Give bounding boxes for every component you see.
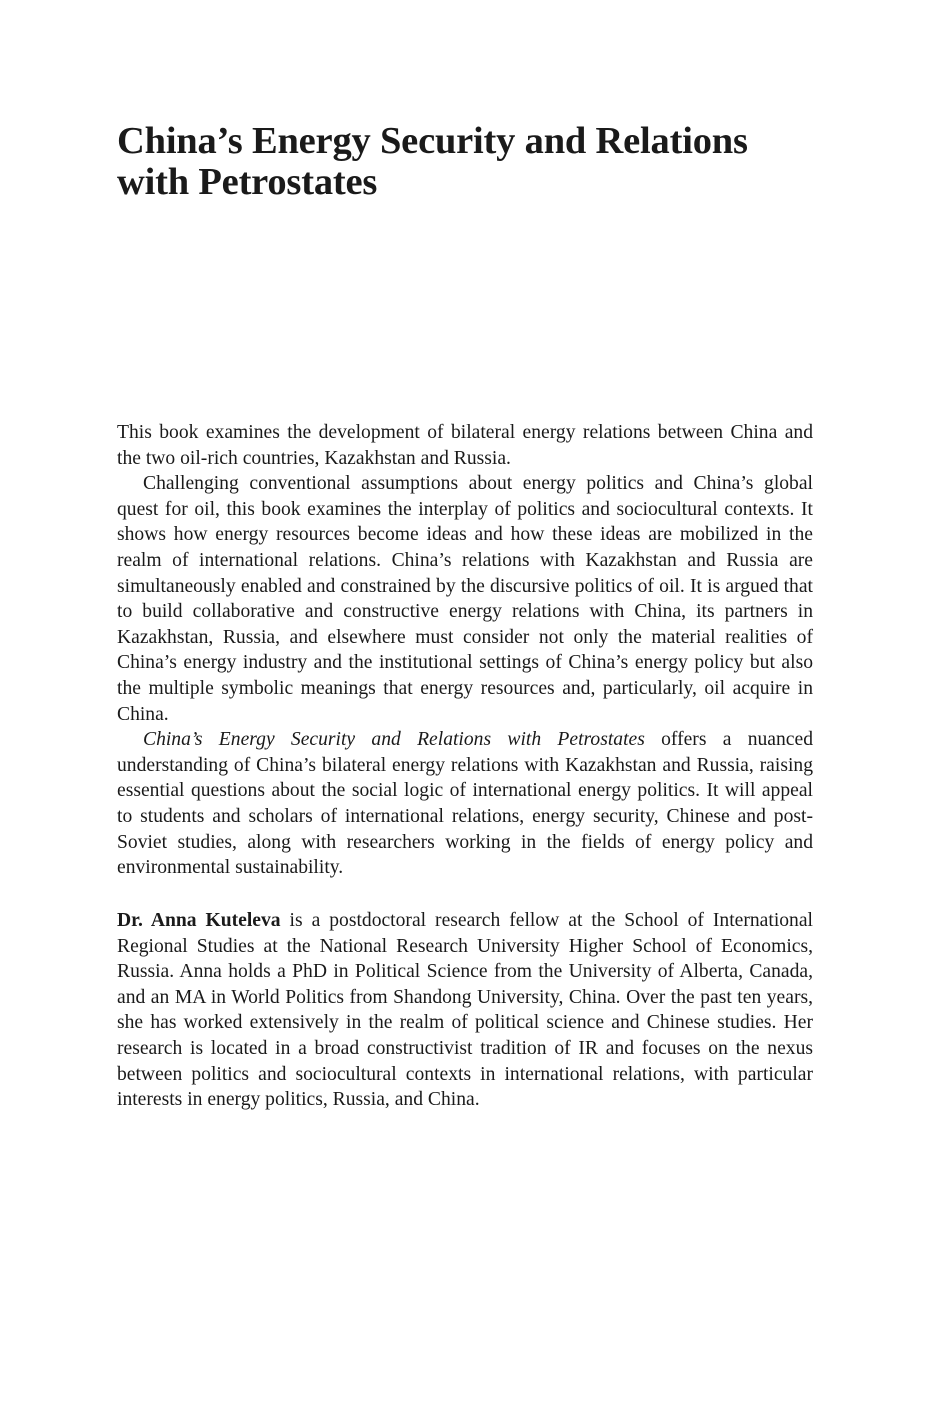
description-paragraph-3-text: offers a nuanced understanding of China’s bilateral energy relations with Kazakhstan and Russia, raising essential questions about the social logic of international energy politics. It will appeal to students and scholars of international relations, energy security, Chinese and post-Soviet studies, along with researchers working in the fields of energy policy and environmental sustainability.	[117, 729, 813, 879]
book-title	[117, 121, 813, 203]
description-book-title-italic: China’s Energy Security and Relations with Petrostates	[143, 729, 645, 751]
author-name: Dr. Anna Kuteleva	[117, 910, 281, 931]
book-title-line-2: with Petrostates	[117, 161, 378, 203]
description-paragraph-2: Challenging conventional assumptions about energy politics and China’s global quest for oil, this book examines the interplay of politics and sociocultural contexts. It shows how energy resources become ideas and how these ideas are mobilized in the realm of international relations. China’s relations with Kazakhstan and Russia are simultaneously enabled and constrained by the discursive politics of oil. It is argued that to build collaborative and constructive energy relations with China, its partners in Kazakhstan, Russia, and elsewhere must consider not only the material realities of China’s energy industry and the institutional settings of China’s energy policy but also the multiple symbolic meanings that energy resources and, particularly, oil acquire in China.	[117, 473, 813, 725]
book-description	[117, 420, 813, 881]
book-title-line-1: China’s Energy Security and Relations	[117, 120, 748, 162]
description-paragraph-3	[117, 727, 813, 881]
author-bio	[117, 908, 813, 1113]
author-bio-text: is a postdoctoral research fellow at the School of International Regional Studies at the National Research University Higher School of Economics, Russia. Anna holds a PhD in Political Science from the University of Alberta, Canada, and an MA in World Politics from Shandong University, China. Over the past ten years, she has worked extensively in the realm of political science and Chinese studies. Her research is located in a broad constructivist tradition of IR and focuses on the nexus between politics and sociocultural contexts in international relations, with particular interests in energy politics, Russia, and China.	[117, 910, 813, 1111]
description-paragraph-1: This book examines the development of bilateral energy relations between China and the two oil-rich countries, Kazakhstan and Russia.	[117, 422, 813, 469]
